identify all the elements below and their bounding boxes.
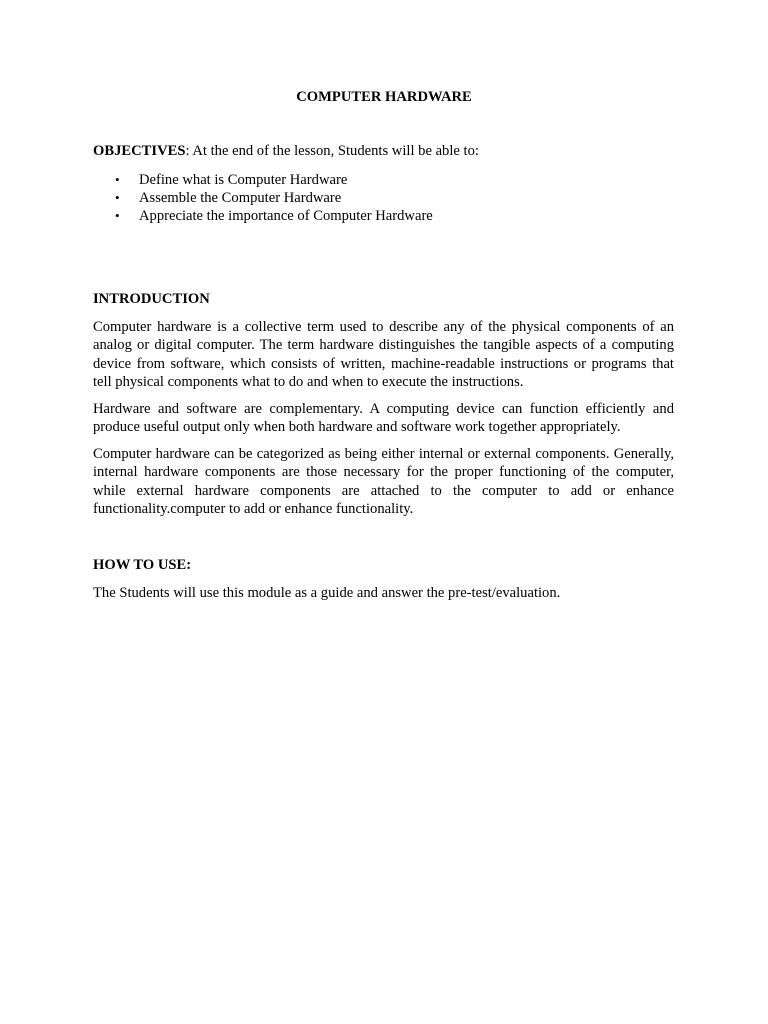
- objectives-list: [93, 171, 675, 225]
- list-item: [93, 171, 675, 189]
- how-to-use-text: The Students will use this module as a guide and answer the pre-test/evaluation.: [93, 585, 561, 601]
- objectives-intro-text: : At the end of the lesson, Students will be able to:: [185, 143, 479, 159]
- list-item: [93, 207, 675, 225]
- objective-text: Assemble the Computer Hardware: [139, 190, 342, 206]
- bullet-icon: •: [115, 208, 120, 223]
- how-to-use-heading: HOW TO USE:: [93, 557, 192, 573]
- introduction-paragraph: Hardware and software are complementary. A computing device can function efficiently and produce useful output only when both hardware and software work together appropriately.: [93, 401, 674, 436]
- objectives-label: OBJECTIVES: [93, 143, 186, 159]
- introduction-heading: INTRODUCTION: [93, 291, 210, 307]
- introduction-paragraph: Computer hardware can be categorized as being either internal or external components. Generally, internal hardware components are those necessary for the proper functioning of the computer, while external hardware components are attached to the computer to add or enhance functionality.computer to add or enhance functionality.: [93, 446, 674, 517]
- objective-text: Define what is Computer Hardware: [139, 172, 348, 188]
- introduction-paragraph: Computer hardware is a collective term used to describe any of the physical components of an analog or digital computer. The term hardware distinguishes the tangible aspects of a computing device from software, which consists of written, machine-readable instructions or programs that tell physical components what to do and when to execute the instructions.: [93, 319, 674, 390]
- bullet-icon: •: [115, 190, 120, 205]
- bullet-icon: •: [115, 172, 120, 187]
- objectives-line: [93, 142, 675, 160]
- list-item: [93, 189, 675, 207]
- objective-text: Appreciate the importance of Computer Hardware: [139, 208, 433, 224]
- document-title: COMPUTER HARDWARE: [296, 89, 472, 105]
